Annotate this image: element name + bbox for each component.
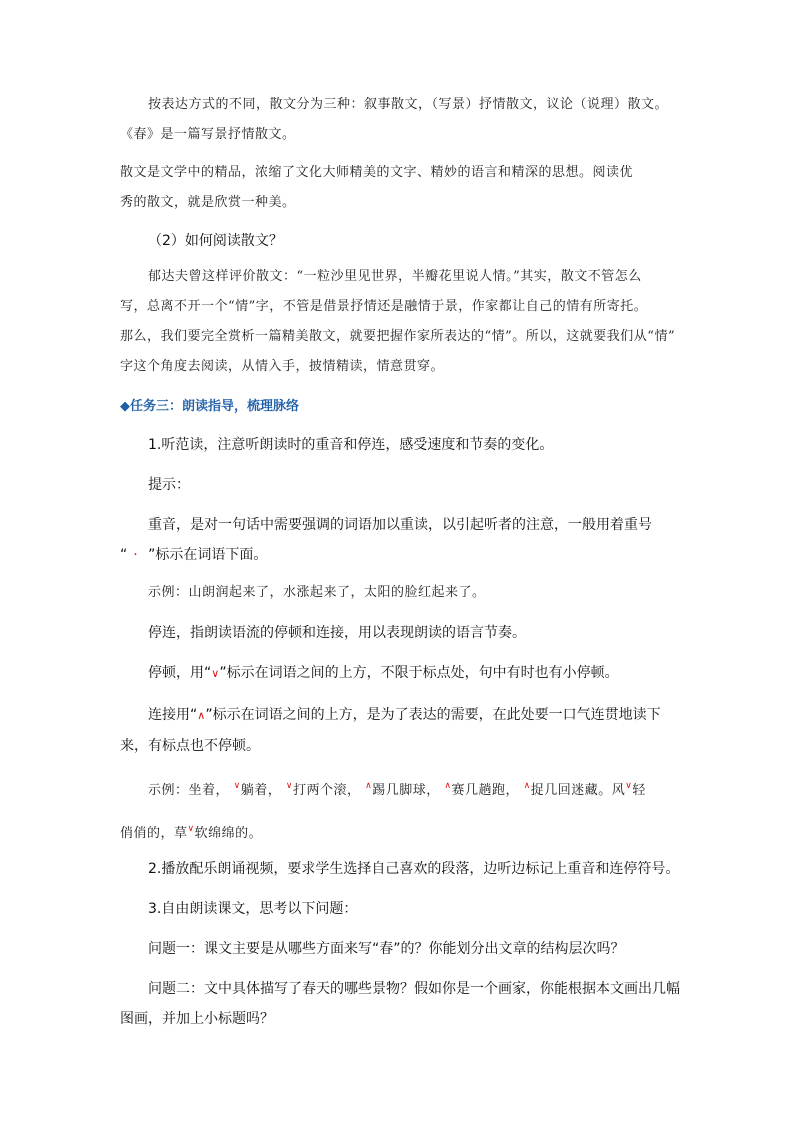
paragraph-stress (120, 510, 680, 570)
step-two-text: 2.播放配乐朗诵视频，要求学生选择自己喜欢的段落，边听边标记上重音和连停符号。 (148, 861, 680, 877)
text-segment: 连接用“ (148, 707, 198, 723)
section-heading-how-to-read: （2）如何阅读散文？ (148, 233, 283, 249)
link-caret-mark: ∧ (444, 781, 452, 791)
text-segment: 打两个滚， (293, 783, 361, 798)
text-line: ”标示在词语下面。 (143, 547, 268, 563)
link-caret-mark: ∧ (523, 781, 531, 791)
text-line: 《春》是一篇写景抒情散文。 (120, 127, 296, 142)
text-segment: 轻 (632, 783, 646, 798)
text-line: 重音，是对一句话中需要强调的词语加以重读，以引起听者的注意，一般用着重号 (148, 517, 652, 533)
paragraph-prose-types (120, 90, 680, 150)
step-one-text: 1.听范读，注意听朗读时的重音和停连，感受速度和节奏的变化。 (148, 437, 554, 453)
pause-definition: 停连，指朗读语流的停顿和连接，用以表现朗读的语言节奏。 (148, 625, 526, 641)
text-line: 散文是文学中的精品，浓缩了文化大师精美的文字、精妙的语言和精深的思想。阅读优 (120, 165, 634, 180)
quote-open: “ (120, 547, 128, 563)
task-three-heading: ◆任务三：朗读指导，梳理脉络 (120, 399, 299, 414)
link-caret-mark: ∧ (197, 709, 206, 722)
text-segment: 停顿，用“ (148, 665, 212, 681)
text-line: 来，有标点也不停顿。 (120, 738, 260, 754)
paragraph-yu-dafu-quote (120, 262, 680, 382)
text-segment: 赛几趟跑， (451, 783, 520, 798)
pause-v-mark: ∨ (233, 781, 241, 791)
pause-v-mark: ∨ (211, 667, 220, 680)
paragraph-link (120, 700, 680, 761)
link-caret-mark: ∧ (365, 781, 373, 791)
text-line: 字这个角度去阅读，从情入手，披情精读，情意贯穿。 (120, 359, 445, 374)
pause-v-mark: ∨ (187, 824, 195, 834)
question-two (120, 974, 680, 1034)
question-one: 问题一：课文主要是从哪些方面来写“春”的？你能划分出文章的结构层次吗？ (148, 941, 625, 957)
text-line: 问题二：文中具体描写了春天的哪些景物？假如你是一个画家，你能根据本文画出几幅 (148, 981, 680, 997)
text-segment: 示例：坐着， (148, 783, 230, 798)
text-segment: 踢几脚球， (372, 783, 440, 798)
step-three-text: 3.自由朗读课文，思考以下问题： (148, 901, 358, 917)
text-segment: ”标示在词语之间的上方，是为了表达的需要，在此处要一口气连贯地读下 (205, 707, 661, 723)
emphasis-dot-mark: · (133, 547, 138, 563)
text-segment: 软绵绵的。 (194, 826, 263, 841)
text-segment: ”标示在词语之间的上方，不限于标点处，句中有时也有小停顿。 (219, 665, 619, 681)
text-line: 写，总离不开一个“情”字，不管是借景抒情还是融情于景，作家都让自己的情有所寄托。 (120, 299, 648, 314)
example-one: 示例：山朗润起来了，水涨起来了，太阳的脸红起来了。 (148, 585, 486, 600)
example-two (120, 770, 680, 856)
text-line: 按表达方式的不同，散文分为三种：叙事散文，（写景）抒情散文，议论（说理）散文。 (148, 97, 669, 112)
text-line: 那么，我们要完全赏析一篇精美散文，就要把握作家所表达的“情”。所以，这就要我们从“情” (120, 329, 676, 344)
pause-mark-line (148, 658, 708, 689)
pause-v-mark: ∨ (625, 781, 633, 791)
text-line: 郁达夫曾这样评价散文：“一粒沙里见世界，半瓣花里说人情。”其实，散文不管怎么 (148, 269, 642, 284)
paragraph-prose-essence (120, 158, 680, 218)
text-line: 秀的散文，就是欣赏一种美。 (120, 195, 296, 210)
pause-v-mark: ∨ (285, 781, 293, 791)
text-line: 图画，并加上小标题吗？ (120, 1011, 274, 1027)
text-segment: 捉几回迷藏。风 (530, 783, 626, 798)
text-segment: 躺着， (240, 783, 282, 798)
tip-label: 提示： (148, 477, 190, 493)
text-segment: 俏俏的，草 (120, 826, 188, 841)
